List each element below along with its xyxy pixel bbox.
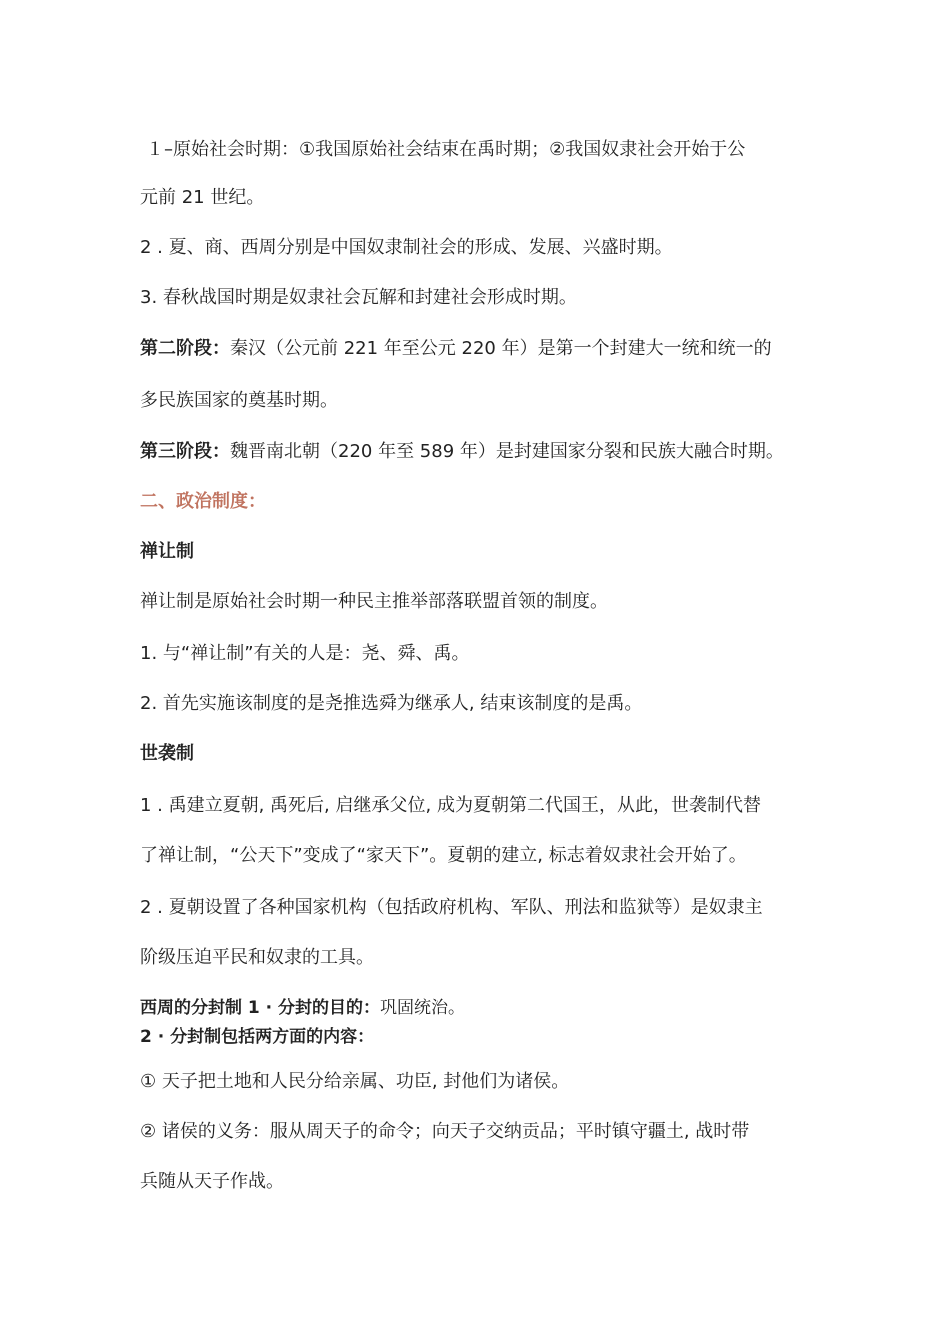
subheading-shixi: 世袭制 <box>140 743 194 764</box>
stage-two-label: 第二阶段： <box>140 338 230 359</box>
paragraph-line-19: 2 · 分封制包括两方面的内容： <box>140 1027 375 1047</box>
stage-three-label: 第三阶段： <box>140 441 230 462</box>
paragraph-fenfeng <box>140 995 830 1021</box>
section-heading-politics: 二、政治制度： <box>140 491 266 512</box>
stage-three-text: 魏晋南北朝（220 年至 589 年）是封建国家分裂和民族大融合时期。 <box>230 441 784 462</box>
paragraph-line-4: 3. 春秋战国时期是奴隶社会瓦解和封建社会形成时期。 <box>140 287 577 308</box>
paragraph-line-14: 1 . 禹建立夏朝, 禹死后, 启继承父位, 成为夏朝第二代国王，从此，世袭制代替 <box>140 795 761 816</box>
fenfeng-text: 巩固统治。 <box>380 998 466 1018</box>
paragraph-line-12: 2. 首先实施该制度的是尧推选舜为继承人, 结束该制度的是禹。 <box>140 693 643 714</box>
paragraph-stage-two <box>140 336 830 362</box>
paragraph-line-2: 元前 21 世纪。 <box>140 187 265 208</box>
paragraph-stage-three <box>140 439 830 465</box>
paragraph-line-3: 2 . 夏、商、西周分别是中国奴隶制社会的形成、发展、兴盛时期。 <box>140 237 673 258</box>
paragraph-line-6: 多民族国家的奠基时期。 <box>140 390 338 411</box>
paragraph-line-17: 阶级压迫平民和奴隶的工具。 <box>140 947 374 968</box>
paragraph-line-22: 兵随从天子作战。 <box>140 1171 284 1192</box>
paragraph-line-15: 了禅让制，“公天下”变成了“家天下”。夏朝的建立, 标志着奴隶社会开始了。 <box>140 845 747 866</box>
paragraph-line-16: 2 . 夏朝设置了各种国家机构（包括政府机构、军队、刑法和监狱等）是奴隶主 <box>140 897 763 918</box>
paragraph-line-10: 禅让制是原始社会时期一种民主推举部落联盟首领的制度。 <box>140 591 608 612</box>
stage-two-text: 秦汉（公元前 221 年至公元 220 年）是第一个封建大一统和统一的 <box>230 338 772 359</box>
paragraph-line-11: 1. 与“禅让制”有关的人是：尧、舜、禹。 <box>140 643 470 664</box>
subheading-shanrang: 禅让制 <box>140 541 194 562</box>
paragraph-line-20: ① 天子把土地和人民分给亲属、功臣, 封他们为诸侯。 <box>140 1071 570 1092</box>
paragraph-line-1: １–原始社会时期：①我国原始社会结束在禹时期；②我国奴隶社会开始于公 <box>146 139 746 160</box>
fenfeng-label: 西周的分封制 1 · 分封的目的： <box>140 998 381 1018</box>
paragraph-line-21: ② 诸侯的义务：服从周天子的命令；向天子交纳贡品；平时镇守疆土, 战时带 <box>140 1121 750 1142</box>
